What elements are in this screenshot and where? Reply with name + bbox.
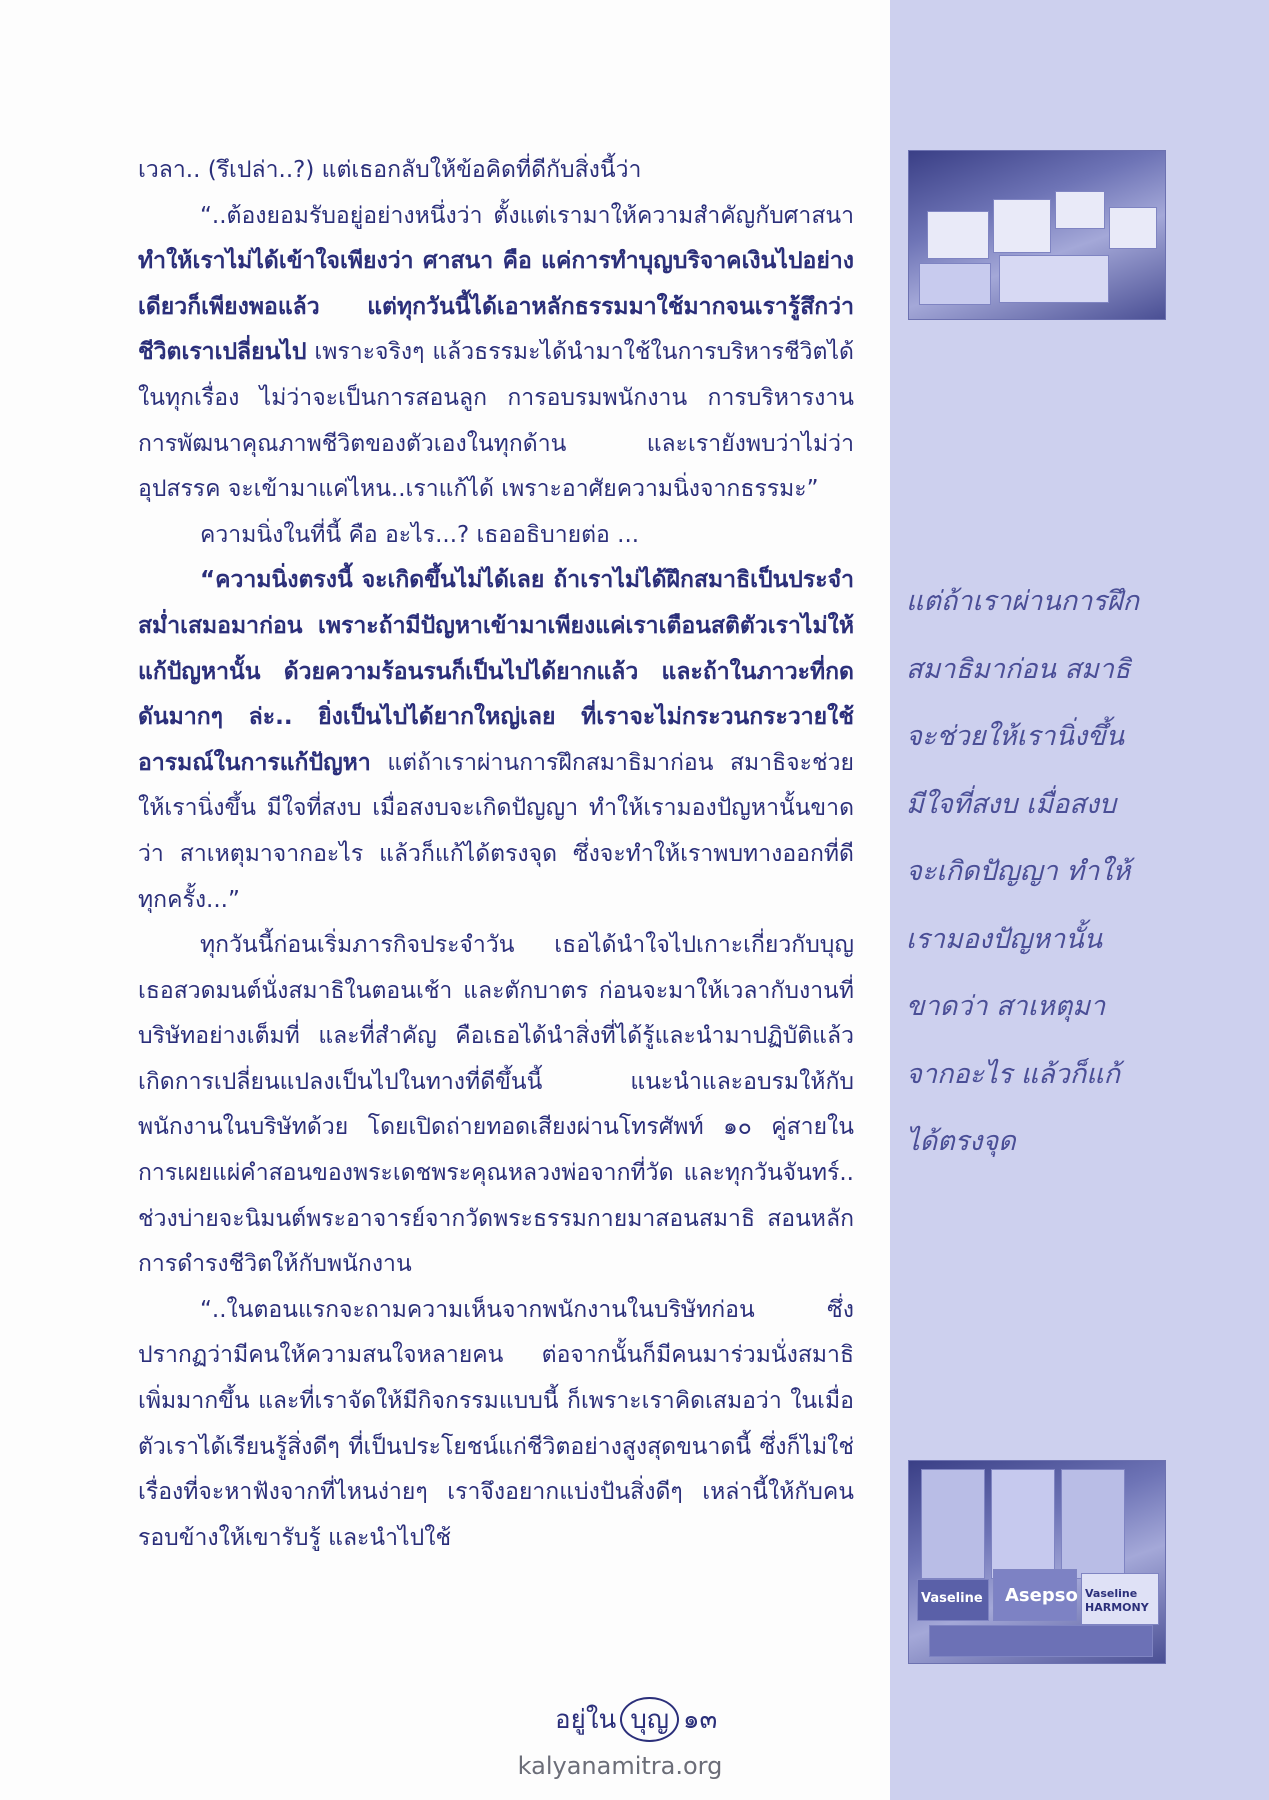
paragraph	[138, 194, 854, 513]
paragraph	[138, 1288, 854, 1562]
body-text: ความนิ่งในที่นี้ คือ อะไร...? เธออธิบายต่อ ...	[200, 521, 640, 548]
product-label-vaseline: Vaseline	[921, 1591, 983, 1606]
body-text: แต่ถ้าเราผ่านการฝึกสมาธิมาก่อน สมาธิจะช่วยให้เรานิ่งขึ้น มีใจที่สงบ เมื่อสงบจะเกิดปัญญา ทำให้เรามองปัญหานั้นขาดว่า สาเหตุมาจากอะไร แล้วก็แก้ได้ตรงจุด ซึ่งจะทำให้เราพบทางออกที่ดีทุกครั้ง...”	[138, 749, 854, 913]
bold-text: ทำให้เราไม่ได้เข้าใจเพียงว่า ศาสนา คือ แค่การทำบุญบริจาคเงินไปอย่างเดียวก็เพียงพอแล้ว แต่ทุกวันนี้ได้เอาหลักธรรมมาใช้มากจนเรารู้สึกว่าชีวิตเราเปลี่ยนไป	[138, 248, 854, 366]
brand-logo-oval	[620, 1697, 679, 1742]
quote-line: จะเกิดปัญญา ทำให้	[906, 856, 1131, 887]
article-body	[138, 148, 854, 1561]
paragraph	[138, 513, 854, 559]
page-number: ๑๓	[683, 1705, 718, 1735]
product-label-asepso: Asepso	[1005, 1585, 1078, 1606]
brand-text-left: อยู่ใน	[555, 1705, 617, 1735]
quote-line: ขาดว่า สาเหตุมา	[906, 991, 1106, 1022]
pull-quote	[906, 568, 1168, 1176]
body-text: ทุกวันนี้ก่อนเริ่มภารกิจประจำวัน เธอได้นำใจไปเกาะเกี่ยวกับบุญ เธอสวดมนต์นั่งสมาธิในตอนเช้า และตักบาตร ก่อนจะมาให้เวลากับงานที่บริษัทอย่างเต็มที่ และที่สำคัญ คือเธอได้นำสิ่งที่ได้รู้และนำมาปฏิบัติแล้วเกิดการเปลี่ยนแปลงเป็นไปในทางที่ดีขึ้นนี้ แนะนำและอบรมให้กับพนักงานในบริษัทด้วย โดยเปิดถ่ายทอดเสียงผ่านโทรศัพท์ ๑๐ คู่สายในการเผยแผ่คำสอนของพระเดชพระคุณหลวงพ่อจากที่วัด และทุกวันจันทร์.. ช่วงบ่ายจะนิมนต์พระอาจารย์จากวัดพระธรรมกายมาสอนสมาธิ สอนหลักการดำรงชีวิตให้กับพนักงาน	[138, 932, 854, 1278]
quote-line: จะช่วยให้เรานิ่งขึ้น	[906, 721, 1125, 752]
body-text: เวลา.. (รึเปล่า..?) แต่เธอกลับให้ข้อคิดที่ดีกับสิ่งนี้ว่า	[138, 157, 642, 183]
quote-line: เรามองปัญหานั้น	[906, 923, 1103, 955]
quote-line: ได้ตรงจุด	[906, 1126, 1016, 1157]
paragraph	[138, 923, 854, 1288]
watermark: kalyanamitra.org	[517, 1752, 723, 1780]
quote-line: แต่ถ้าเราผ่านการฝึก	[906, 586, 1139, 617]
quote-line: สมาธิมาก่อน สมาธิ	[906, 653, 1131, 685]
quote-line: มีใจที่สงบ เมื่อสงบ	[906, 788, 1117, 820]
body-text: เพราะจริงๆ แล้วธรรมะได้นำมาใช้ในการบริหารชีวิตได้ในทุกเรื่อง ไม่ว่าจะเป็นการสอนลูก การอบรมพนักงาน การบริหารงาน การพัฒนาคุณภาพชีวิตของตัวเองในทุกด้าน และเรายังพบว่าไม่ว่าอุปสรรค จะเข้ามาแค่ไหน..เราแก้ได้ เพราะอาศัยความนิ่งจากธรรมะ”	[138, 339, 854, 503]
product-label-vaseline-harmony: Vaseline HARMONY	[1085, 1587, 1149, 1614]
photo-product-shelf	[908, 150, 1166, 320]
page-footer	[555, 1697, 755, 1747]
body-text: “..ในตอนแรกจะถามความเห็นจากพนักงานในบริษัทก่อน ซึ่งปรากฏว่ามีคนให้ความสนใจหลายคน ต่อจากนั้นก็มีคนมาร่วมนั่งสมาธิเพิ่มมากขึ้น และที่เราจัดให้มีกิจกรรมแบบนี้ ก็เพราะเราคิดเสมอว่า ในเมื่อตัวเราได้เรียนรู้สิ่งดีๆ ที่เป็นประโยชน์แก่ชีวิตอย่างสูงสุดขนาดนี้ ซึ่งก็ไม่ใช่เรื่องที่จะหาฟังจากที่ไหนง่ายๆ เราจึงอยากแบ่งปันสิ่งดีๆ เหล่านี้ให้กับคนรอบข้างให้เขารับรู้ และนำไปใช้	[138, 1296, 854, 1551]
bold-text: “ความนิ่งตรงนี้ จะเกิดขึ้นไม่ได้เลย ถ้าเราไม่ได้ฝึกสมาธิเป็นประจำสม่ำเสมอมาก่อน เพราะถ้ามีปัญหาเข้ามาเพียงแค่เราเตือนสติตัวเราไม่ให้แก้ปัญหานั้น ด้วยความร้อนรนก็เป็นไปได้ยากแล้ว และถ้าในภาวะที่กดดันมากๆ ล่ะ.. ยิ่งเป็นไปได้ยากใหญ่เลย ที่เราจะไม่กระวนกระวายใช้อารมณ์ในการแก้ปัญหา	[138, 567, 854, 776]
quote-line: จากอะไร แล้วก็แก้	[906, 1058, 1120, 1090]
paragraph	[138, 558, 854, 923]
brand-text-mid: บุญ	[630, 1705, 669, 1735]
body-text: “..ต้องยอมรับอยู่อย่างหนึ่งว่า ตั้งแต่เรามาให้ความสำคัญกับศาสนา	[200, 202, 854, 229]
photo-cosmetic-products	[908, 1460, 1166, 1664]
paragraph	[138, 148, 854, 194]
